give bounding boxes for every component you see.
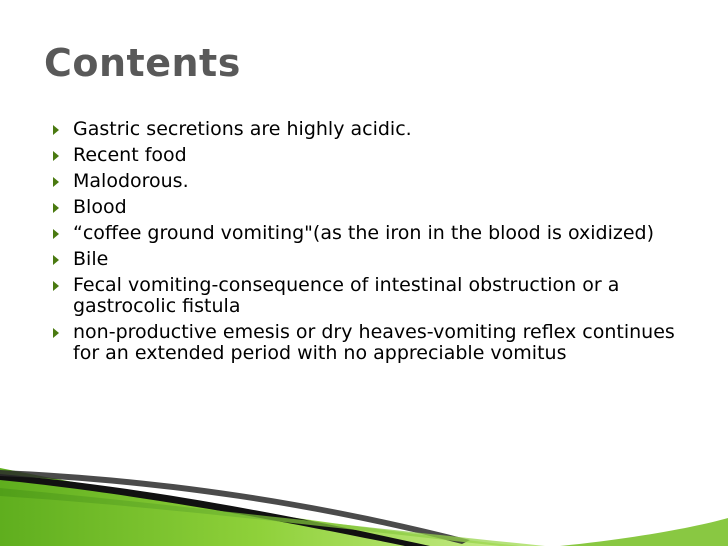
bullet-text: Fecal vomiting-consequence of intestinal obstruction or a gastrocolic fistula [73, 274, 620, 317]
triangle-bullet-icon [53, 177, 59, 187]
green-streak-shape [0, 488, 545, 546]
green-corner-shape [560, 518, 728, 546]
triangle-bullet-icon [53, 125, 59, 135]
bullet-item [50, 249, 690, 270]
bullet-text: Malodorous. [73, 170, 189, 192]
dark-band-shape [0, 470, 470, 544]
triangle-bullet-icon [53, 281, 59, 291]
triangle-bullet-icon [53, 255, 59, 265]
bullet-text: Blood [73, 196, 127, 218]
bullet-item [50, 197, 690, 218]
dark-band-shape [0, 474, 430, 546]
bullet-item [50, 275, 690, 317]
triangle-bullet-icon [53, 151, 59, 161]
triangle-bullet-icon [53, 328, 59, 338]
triangle-bullet-icon [53, 203, 59, 213]
bullet-text: “coffee ground vomiting"(as the iron in the blood is oxidized) [73, 222, 655, 244]
bullet-text: Gastric secretions are highly acidic. [73, 118, 412, 140]
decorative-swoosh [0, 440, 728, 546]
bullet-item [50, 171, 690, 192]
bullet-item [50, 119, 690, 140]
slide-title: Contents [44, 41, 241, 85]
bullet-list [50, 119, 690, 369]
triangle-bullet-icon [53, 229, 59, 239]
bullet-item [50, 145, 690, 166]
bullet-text: Recent food [73, 144, 187, 166]
bullet-item [50, 322, 690, 364]
green-swoosh-shape [0, 468, 520, 546]
bullet-text: non-productive emesis or dry heaves-vomiting reflex continues for an extended period with no appreciable vomitus [73, 321, 675, 364]
bullet-item [50, 223, 690, 244]
bullet-text: Bile [73, 248, 109, 270]
